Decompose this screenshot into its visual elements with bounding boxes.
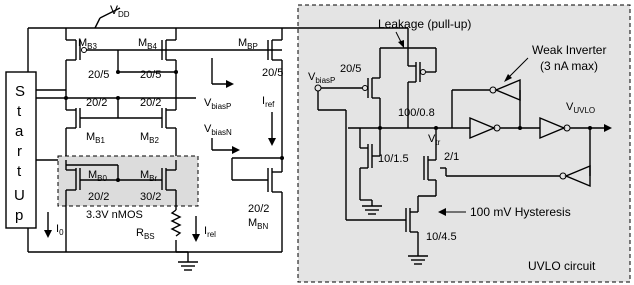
mbr-label: $M_{Br}$ (140, 169, 158, 183)
mbn-label: $M_{BN}$ (248, 217, 269, 231)
mb3-label: $M_{B3}$ (78, 37, 97, 51)
leak-size: 100/0.8 (398, 107, 435, 119)
i0-label: $I_0$ (56, 223, 64, 237)
uvlo-pmos-size: 20/5 (340, 63, 362, 75)
hysteresis-label: 100 mV Hysteresis (470, 205, 571, 219)
nmos-box (58, 156, 198, 206)
startup-letter-0: S (15, 83, 26, 100)
mb4-label: $M_{B4}$ (138, 37, 157, 51)
uvlo-title: UVLO circuit (528, 259, 596, 273)
startup-letter-4: t (17, 163, 22, 180)
startup-letter-3: r (17, 143, 22, 160)
startup-letter-1: t (17, 103, 22, 120)
weak-inverter-note: (3 nA max) (540, 59, 599, 73)
mb2-label: $M_{B2}$ (140, 131, 159, 145)
mb0-label: $M_{B0}$ (88, 169, 107, 183)
iref-label: $I_{ref}$ (262, 95, 275, 109)
mbn-size: 20/2 (248, 203, 270, 215)
nmos-core (58, 156, 198, 252)
mbr-size: 30/2 (140, 191, 162, 203)
leakage-label: Leakage (pull-up) (378, 17, 472, 31)
rbs-resistor (172, 210, 180, 236)
nmos-bottom-size: 10/4.5 (426, 231, 457, 243)
mb1-label: $M_{B1}$ (86, 131, 105, 145)
vuvlo-label: $V_{UVLO}$ (566, 101, 596, 115)
resistor-and-currents (44, 196, 282, 270)
mb1-size: 20/2 (86, 97, 108, 109)
rbs-label: $R_{BS}$ (136, 227, 155, 241)
vbiasn-label: $V_{biasN}$ (204, 123, 232, 137)
vdd-label: $V_{DD}$ (110, 3, 130, 19)
vtr-label: $V_{tr}$ (428, 133, 441, 147)
mbp-label: $M_{BP}$ (238, 37, 258, 51)
startup-letter-5: U (14, 187, 25, 204)
mb0-size: 20/2 (88, 191, 110, 203)
cascode-pair (36, 96, 196, 160)
mb3-size: 20/5 (88, 69, 110, 81)
nmos-left-size: 10/1.5 (378, 153, 409, 165)
vbiasp-label: $V_{biasP}$ (204, 97, 232, 111)
nmos-mid-size: 2/1 (444, 151, 460, 163)
startup-letter-6: p (15, 207, 24, 224)
uvlo-vbiasp-label: $V_{biasP}$ (308, 71, 336, 85)
startup-letter-2: a (15, 123, 24, 140)
mbp-size: 20/5 (262, 67, 284, 79)
weak-inverter-label: Weak Inverter (532, 43, 607, 57)
mb2-size: 20/2 (140, 97, 162, 109)
nmos-note: 3.3V nMOS (86, 209, 143, 221)
irel-label: $I_{rel}$ (204, 225, 216, 239)
mb4-size: 20/5 (140, 69, 162, 81)
